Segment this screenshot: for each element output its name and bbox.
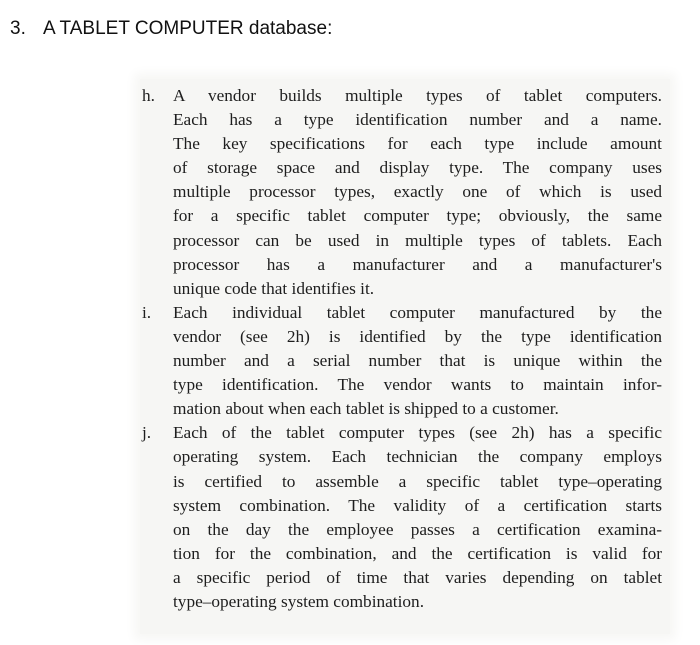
text-line: of storage space and display type. The company uses <box>173 158 662 178</box>
text-line: vendor (see 2h) is identified by the type identification <box>173 326 662 346</box>
text-line: Each of the tablet computer types (see 2h) has a specific <box>173 423 662 443</box>
text-line: A vendor builds multiple types of tablet computers. <box>173 86 662 105</box>
text-line: on the day the employee passes a certification examina- <box>173 519 662 539</box>
text-line: a specific period of time that varies depending on tablet <box>173 567 662 587</box>
list-item-i <box>142 301 662 421</box>
question-title: A TABLET COMPUTER database: <box>43 18 333 39</box>
scanned-excerpt <box>142 84 662 614</box>
text-line: type identification. The vendor wants to maintain infor- <box>173 375 662 395</box>
text-line: unique code that identifies it. <box>173 278 375 298</box>
text-line: mation about when each tablet is shipped to a customer. <box>173 399 559 419</box>
question-number: 3. <box>10 18 26 39</box>
item-marker: i. <box>142 302 152 322</box>
text-line: tion for the combination, and the certification is valid for <box>173 543 662 563</box>
list-item-h <box>142 84 662 301</box>
text-line: The key specifications for each type include amount <box>173 134 662 154</box>
text-line: for a specific tablet computer type; obviously, the same <box>173 206 662 226</box>
text-line: system combination. The validity of a certification starts <box>173 495 662 515</box>
item-marker: h. <box>142 86 155 105</box>
text-line: processor can be used in multiple types of tablets. Each <box>173 230 662 250</box>
text-line: Each individual tablet computer manufactured by the <box>173 302 662 322</box>
text-line: type–operating system combination. <box>173 591 425 611</box>
text-line: operating system. Each technician the company employs <box>173 447 662 467</box>
item-marker: j. <box>142 423 152 443</box>
text-line: is certified to assemble a specific tablet type–operating <box>173 471 662 491</box>
text-line: number and a serial number that is unique within the <box>173 351 662 371</box>
text-line: processor has a manufacturer and a manufacturer's <box>173 254 662 274</box>
text-line: Each has a type identification number and a name. <box>173 110 662 130</box>
question-heading <box>10 18 332 40</box>
text-line: multiple processor types, exactly one of which is used <box>173 182 662 202</box>
list-item-j <box>142 421 662 614</box>
